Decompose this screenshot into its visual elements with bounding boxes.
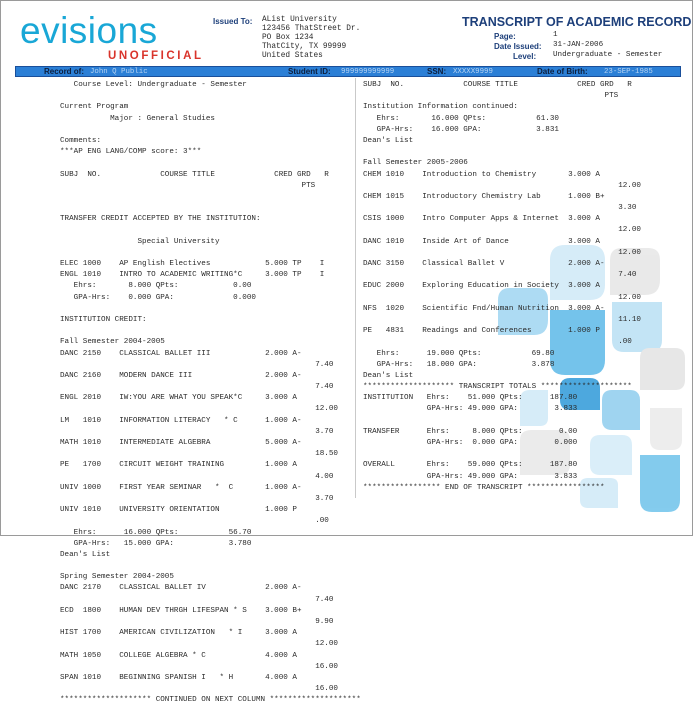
- transcript-line: 3.30: [363, 204, 637, 213]
- transcript-line: TRANSFER Ehrs: 8.000 QPts: 0.00: [363, 427, 578, 436]
- level-label: Level:: [513, 52, 537, 61]
- transcript-line: [60, 159, 361, 170]
- transcript-line: 4.00: [60, 472, 334, 481]
- transcript-line: Dean's List: [363, 136, 414, 145]
- transcript-line: 12.00: [363, 226, 641, 235]
- evisions-logo: evisions: [20, 10, 158, 51]
- transcript-line: Ehrs: 16.000 QPts: 56.70: [60, 528, 252, 537]
- ssn-value: XXXXX9999: [453, 68, 493, 76]
- transcript-line: 12.00: [363, 293, 641, 302]
- transcript-line: 11.10: [363, 315, 641, 324]
- transcript-line: PTS: [60, 181, 316, 190]
- transcript-line: SUBJ NO. COURSE TITLE CRED GRD R: [60, 170, 329, 179]
- transcript-line: [60, 126, 361, 137]
- record-of-label: Record of:: [44, 67, 84, 76]
- transcript-line: OVERALL Ehrs: 59.000 QPts: 187.80: [363, 461, 578, 470]
- ssn-label: SSN:: [427, 67, 447, 76]
- transcript-line: 12.00: [363, 181, 641, 190]
- transcript-line: 7.40: [60, 595, 334, 604]
- transcript-line: ECD 1800 HUMAN DEV THRGH LIFESPAN * S 3.000 B+: [60, 606, 302, 615]
- transcript-line: [60, 226, 361, 237]
- date-issued-label: Date Issued:: [494, 42, 542, 51]
- transcript-line: GPA-Hrs: 0.000 GPA: 0.000: [60, 293, 256, 302]
- transcript-line: Ehrs: 16.000 QPts: 61.30: [363, 114, 559, 123]
- transcript-line: GPA-Hrs: 0.000 GPA: 0.000: [363, 439, 578, 447]
- transcript-line: [363, 417, 641, 428]
- transcript-line: Current Program: [60, 103, 129, 112]
- transcript-line: [60, 562, 361, 573]
- transcript-line: .00: [363, 338, 632, 347]
- transcript-line: GPA-Hrs: 18.000 GPA: 3.878: [363, 360, 555, 369]
- transcript-line: 9.90: [60, 618, 334, 626]
- transcript-line: DANC 2170 CLASSICAL BALLET IV 2.000 A-: [60, 584, 302, 593]
- date-issued-value: 31-JAN-2006: [553, 41, 604, 49]
- address-line: ThatCity, TX 99999: [262, 43, 347, 51]
- transcript-line: .00: [60, 517, 329, 526]
- transcript-line: DANC 1010 Inside Art of Dance 3.000 A: [363, 237, 600, 246]
- transcript-line: EDUC 2000 Exploring Education in Society 3.000 A: [363, 282, 600, 291]
- transcript-line: Course Level: Undergraduate - Semester: [60, 81, 247, 89]
- transcript-line: 7.40: [363, 271, 637, 280]
- transcript-line: ******************** TRANSCRIPT TOTALS ********************: [363, 383, 632, 392]
- transcript-line: Dean's List: [363, 371, 414, 380]
- transcript-line: UNIV 1000 FIRST YEAR SEMINAR * C 1.000 A-: [60, 483, 302, 492]
- dob-value: 23-SEP-1985: [604, 68, 653, 76]
- right-transcript-column: [363, 81, 641, 495]
- transcript-line: Comments:: [60, 136, 102, 145]
- page-label: Page:: [494, 32, 516, 41]
- unofficial-label: UNOFFICIAL: [108, 50, 204, 62]
- student-id-label: Student ID:: [288, 67, 331, 76]
- transcript-line: Dean's List: [60, 550, 111, 559]
- transcript-line: INSTITUTION Ehrs: 51.000 QPts: 187.80: [363, 394, 578, 403]
- transcript-line: HIST 1700 AMERICAN CIVILIZATION * I 3.000 A: [60, 629, 297, 638]
- transcript-line: DANC 2150 CLASSICAL BALLET III 2.000 A-: [60, 349, 302, 358]
- address-line: PO Box 1234: [262, 34, 314, 42]
- dob-label: Date of Birth:: [537, 67, 588, 76]
- transcript-line: INSTITUTION CREDIT:: [60, 315, 147, 324]
- transcript-line: ENGL 1010 INTRO TO ACADEMIC WRITING*C 3.000 TP I: [60, 271, 325, 280]
- transcript-line: 12.00: [60, 405, 338, 414]
- transcript-line: [60, 193, 361, 204]
- issued-to-address: [262, 16, 360, 61]
- address-line: 123456 ThatStreet Dr.: [262, 25, 361, 33]
- address-line: AList University: [262, 16, 337, 24]
- transcript-line: LM 1010 INFORMATION LITERACY * C 1.000 A-: [60, 416, 302, 425]
- transcript-line: 16.00: [60, 662, 338, 671]
- student-id-value: 999999999999: [341, 68, 395, 76]
- transcript-line: NFS 1020 Scientific Fnd/Human Nutrition 3.000 A-: [363, 304, 605, 313]
- transcript-line: ******************** CONTINUED ON NEXT COLUMN ********************: [60, 696, 361, 705]
- transcript-line: DANC 3150 Classical Ballet V 2.000 A-: [363, 260, 605, 268]
- transcript-line: 18.50: [60, 450, 338, 459]
- transcript-line: 7.40: [60, 360, 334, 369]
- transcript-line: DANC 2160 MODERN DANCE III 2.000 A-: [60, 371, 302, 380]
- transcript-line: ENGL 2010 IW:YOU ARE WHAT YOU SPEAK*C 3.000 A: [60, 394, 297, 403]
- transcript-line: ***AP ENG LANG/COMP score: 3***: [60, 148, 202, 157]
- transcript-line: MATH 1050 COLLEGE ALGEBRA * C 4.000 A: [60, 651, 297, 660]
- page-value: 1: [553, 31, 558, 39]
- issued-to-label: Issued To:: [213, 17, 253, 26]
- transcript-line: GPA-Hrs: 15.000 GPA: 3.780: [60, 539, 252, 548]
- transcript-line: [363, 450, 641, 461]
- level-value: Undergraduate - Semester: [553, 51, 663, 59]
- transcript-line: [60, 327, 361, 338]
- record-of-value: John Q Public: [90, 68, 148, 76]
- transcript-line: Ehrs: 8.000 QPts: 0.00: [60, 282, 252, 291]
- transcript-line: ***************** END OF TRANSCRIPT *****************: [363, 483, 605, 492]
- transcript-line: CHEM 1010 Introduction to Chemistry 3.000 A: [363, 170, 600, 179]
- transcript-line: SPAN 1010 BEGINNING SPANISH I * H 4.000 A: [60, 673, 297, 682]
- transcript-line: 3.70: [60, 427, 334, 436]
- transcript-line: [363, 148, 641, 159]
- transcript-line: CSIS 1000 Intro Computer Apps & Internet 3.000 A: [363, 215, 600, 224]
- transcript-line: [60, 249, 361, 260]
- transcript-line: TRANSFER CREDIT ACCEPTED BY THE INSTITUTION:: [60, 215, 261, 224]
- transcript-line: 16.00: [60, 685, 338, 694]
- transcript-line: GPA-Hrs: 16.000 GPA: 3.831: [363, 125, 559, 134]
- transcript-line: Spring Semester 2004-2005: [60, 573, 174, 582]
- transcript-line: Ehrs: 19.000 QPts: 69.80: [363, 349, 555, 358]
- transcript-line: GPA-Hrs: 49.000 GPA: 3.833: [363, 472, 578, 481]
- transcript-line: 7.40: [60, 383, 334, 392]
- transcript-line: PTS: [363, 92, 619, 101]
- transcript-line: [60, 305, 361, 316]
- left-transcript-column: [60, 81, 361, 708]
- transcript-line: Major : General Studies: [60, 114, 215, 123]
- transcript-line: Fall Semester 2005-2006: [363, 159, 468, 168]
- transcript-line: [60, 204, 361, 215]
- transcript-line: [60, 92, 361, 103]
- transcript-line: Institution Information continued:: [363, 103, 518, 112]
- transcript-line: PE 4831 Readings and Conferences 1.000 P: [363, 327, 600, 336]
- transcript-line: CHEM 1015 Introductory Chemistry Lab 1.000 B+: [363, 192, 605, 201]
- transcript-line: MATH 1010 INTERMEDIATE ALGEBRA 5.000 A-: [60, 439, 302, 447]
- transcript-line: ELEC 1000 AP English Electives 5.000 TP I: [60, 260, 325, 268]
- transcript-line: Fall Semester 2004-2005: [60, 338, 165, 347]
- record-bar: [15, 66, 681, 77]
- transcript-line: UNIV 1010 UNIVERSITY ORIENTATION 1.000 P: [60, 506, 297, 515]
- transcript-line: SUBJ NO. COURSE TITLE CRED GRD R: [363, 81, 632, 89]
- transcript-title: TRANSCRIPT OF ACADEMIC RECORD: [462, 15, 692, 29]
- transcript-line: 3.70: [60, 494, 334, 503]
- transcript-line: PE 1700 CIRCUIT WEIGHT TRAINING 1.000 A: [60, 461, 297, 470]
- transcript-line: Special University: [60, 237, 220, 246]
- address-line: United States: [262, 52, 323, 60]
- transcript-line: 12.00: [60, 640, 338, 649]
- transcript-line: GPA-Hrs: 49.000 GPA: 3.833: [363, 405, 578, 414]
- transcript-line: 12.00: [363, 248, 641, 257]
